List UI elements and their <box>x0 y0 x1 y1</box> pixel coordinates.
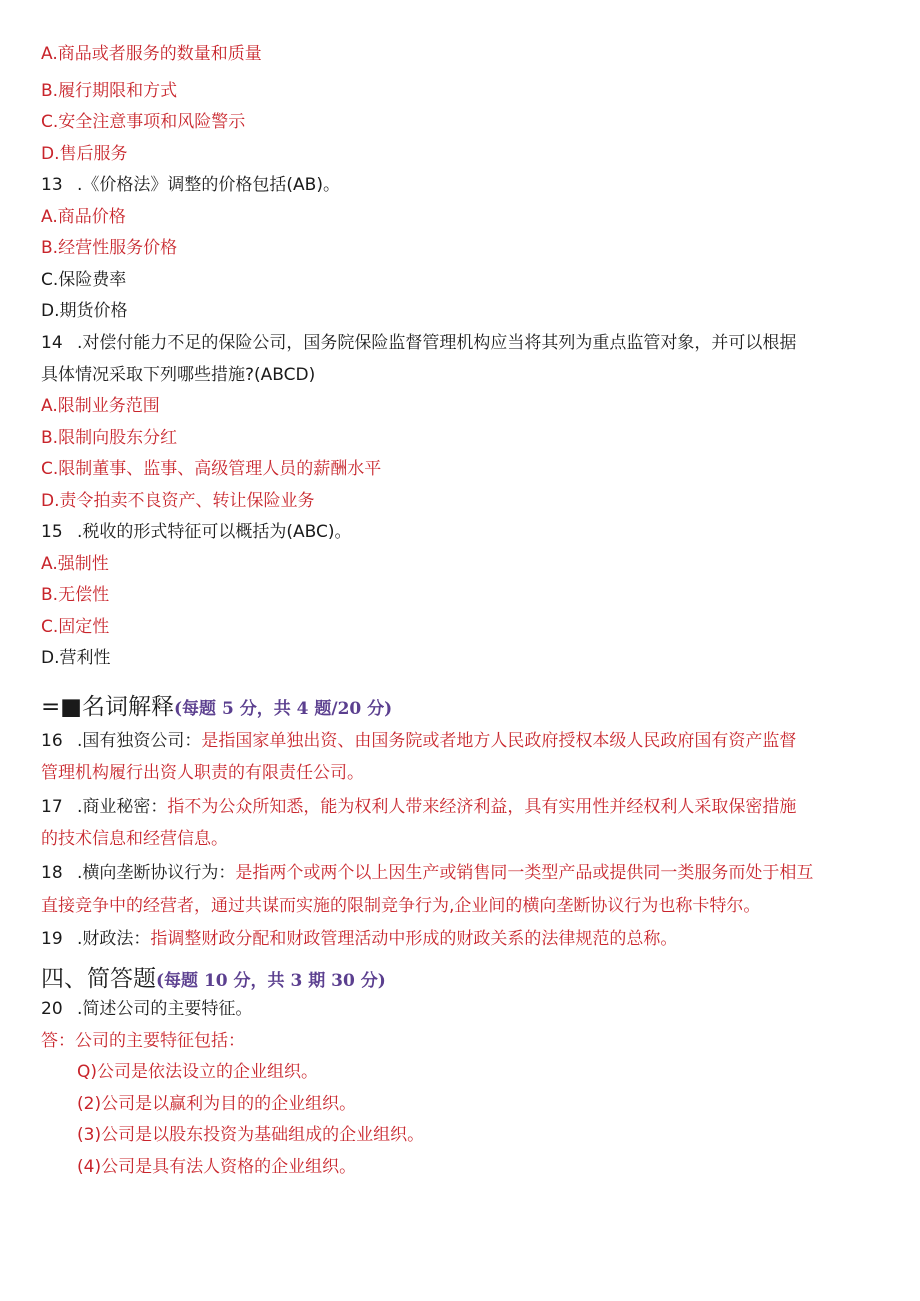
q14-question-line2: 具体情况采取下列哪些措施?(ABCD) <box>41 365 316 385</box>
q15-question <box>41 521 352 543</box>
q15-option-a: A.强制性 <box>41 554 109 574</box>
q17-definition-line2: 的技术信息和经营信息。 <box>41 829 228 849</box>
q19-definition: 指调整财政分配和财政管理活动中形成的财政关系的法律规范的总称。 <box>150 929 678 949</box>
q15-text: .税收的形式特征可以概括为(ABC)。 <box>77 522 352 542</box>
q14-option-b: B.限制向股东分红 <box>41 428 178 448</box>
q14-option-a: A.限制业务范围 <box>41 396 160 416</box>
q18-definition-line2: 直接竞争中的经营者，通过共谋而实施的限制竞争行为,企业间的横向垄断协议行为也称卡特尔。 <box>41 896 761 916</box>
q12-option-d: D.售后服务 <box>41 144 128 164</box>
q15-option-d: D.营利性 <box>41 648 111 668</box>
q19-term: .财政法： <box>77 929 151 949</box>
q17-term: .商业秘密： <box>77 797 168 817</box>
q13-number: 13 <box>41 175 63 195</box>
q13-option-d: D.期货价格 <box>41 301 128 321</box>
q20-question <box>41 998 252 1020</box>
q16-term-line <box>41 730 796 752</box>
q14-number: 14 <box>41 333 63 353</box>
q12-option-b: B.履行期限和方式 <box>41 81 178 101</box>
q20-answer-intro: 答：公司的主要特征包括： <box>41 1031 245 1051</box>
q19-term-line <box>41 928 677 950</box>
q14-text-line1: .对偿付能力不足的保险公司，国务院保险监督管理机构应当将其列为重点监管对象，并可以根据 <box>77 333 797 353</box>
section4-note: (每题 10 分，共 3 期 30 分) <box>156 971 386 991</box>
q20-number: 20 <box>41 999 63 1019</box>
q13-option-c: C.保险费率 <box>41 270 127 290</box>
q13-option-a: A.商品价格 <box>41 207 126 227</box>
q18-number: 18 <box>41 863 63 883</box>
section3-note: (每题 5 分，共 4 题/20 分) <box>174 699 393 719</box>
q18-term: .横向垄断协议行为： <box>77 863 236 883</box>
q18-definition-line1: 是指两个或两个以上因生产或销售同一类型产品或提供同一类服务而处于相互 <box>235 863 814 883</box>
q16-definition-line2: 管理机构履行出资人职责的有限责任公司。 <box>41 763 364 783</box>
q16-term: .国有独资公司： <box>77 731 202 751</box>
q13-option-b: B.经营性服务价格 <box>41 238 178 258</box>
q20-answer-item-4: (4)公司是具有法人资格的企业组织。 <box>77 1157 357 1177</box>
q12-option-c: C.安全注意事项和风险警示 <box>41 112 246 132</box>
q14-option-d: D.责令拍卖不良资产、转让保险业务 <box>41 491 315 511</box>
q13-text: .《价格法》调整的价格包括(AB)。 <box>77 175 340 195</box>
q20-answer-item-1: Q)公司是依法设立的企业组织。 <box>77 1062 319 1082</box>
q14-question-line1 <box>41 332 796 354</box>
q15-number: 15 <box>41 522 63 542</box>
q15-option-c: C.固定性 <box>41 617 110 637</box>
section4-title: 四、简答题 <box>41 966 156 992</box>
q17-term-line <box>41 796 796 818</box>
q12-option-a: A.商品或者服务的数量和质量 <box>41 44 262 64</box>
q16-number: 16 <box>41 731 63 751</box>
q18-term-line <box>41 862 813 884</box>
q14-option-c: C.限制董事、监事、高级管理人员的薪酬水平 <box>41 459 382 479</box>
q19-number: 19 <box>41 929 63 949</box>
q13-question <box>41 174 340 196</box>
q17-definition-line1: 指不为公众所知悉，能为权利人带来经济利益，具有实用性并经权利人采取保密措施 <box>167 797 797 817</box>
q20-answer-item-3: (3)公司是以股东投资为基础组成的企业组织。 <box>77 1125 425 1145</box>
q20-answer-item-2: (2)公司是以赢利为目的的企业组织。 <box>77 1094 357 1114</box>
section3-title: =■名词解释 <box>41 694 175 720</box>
q20-text: .简述公司的主要特征。 <box>77 999 253 1019</box>
q16-definition-line1: 是指国家单独出资、由国务院或者地方人民政府授权本级人民政府国有资产监督 <box>201 731 797 751</box>
section4-heading <box>41 960 386 993</box>
q15-option-b: B.无偿性 <box>41 585 110 605</box>
section3-heading <box>41 688 392 721</box>
q17-number: 17 <box>41 797 63 817</box>
